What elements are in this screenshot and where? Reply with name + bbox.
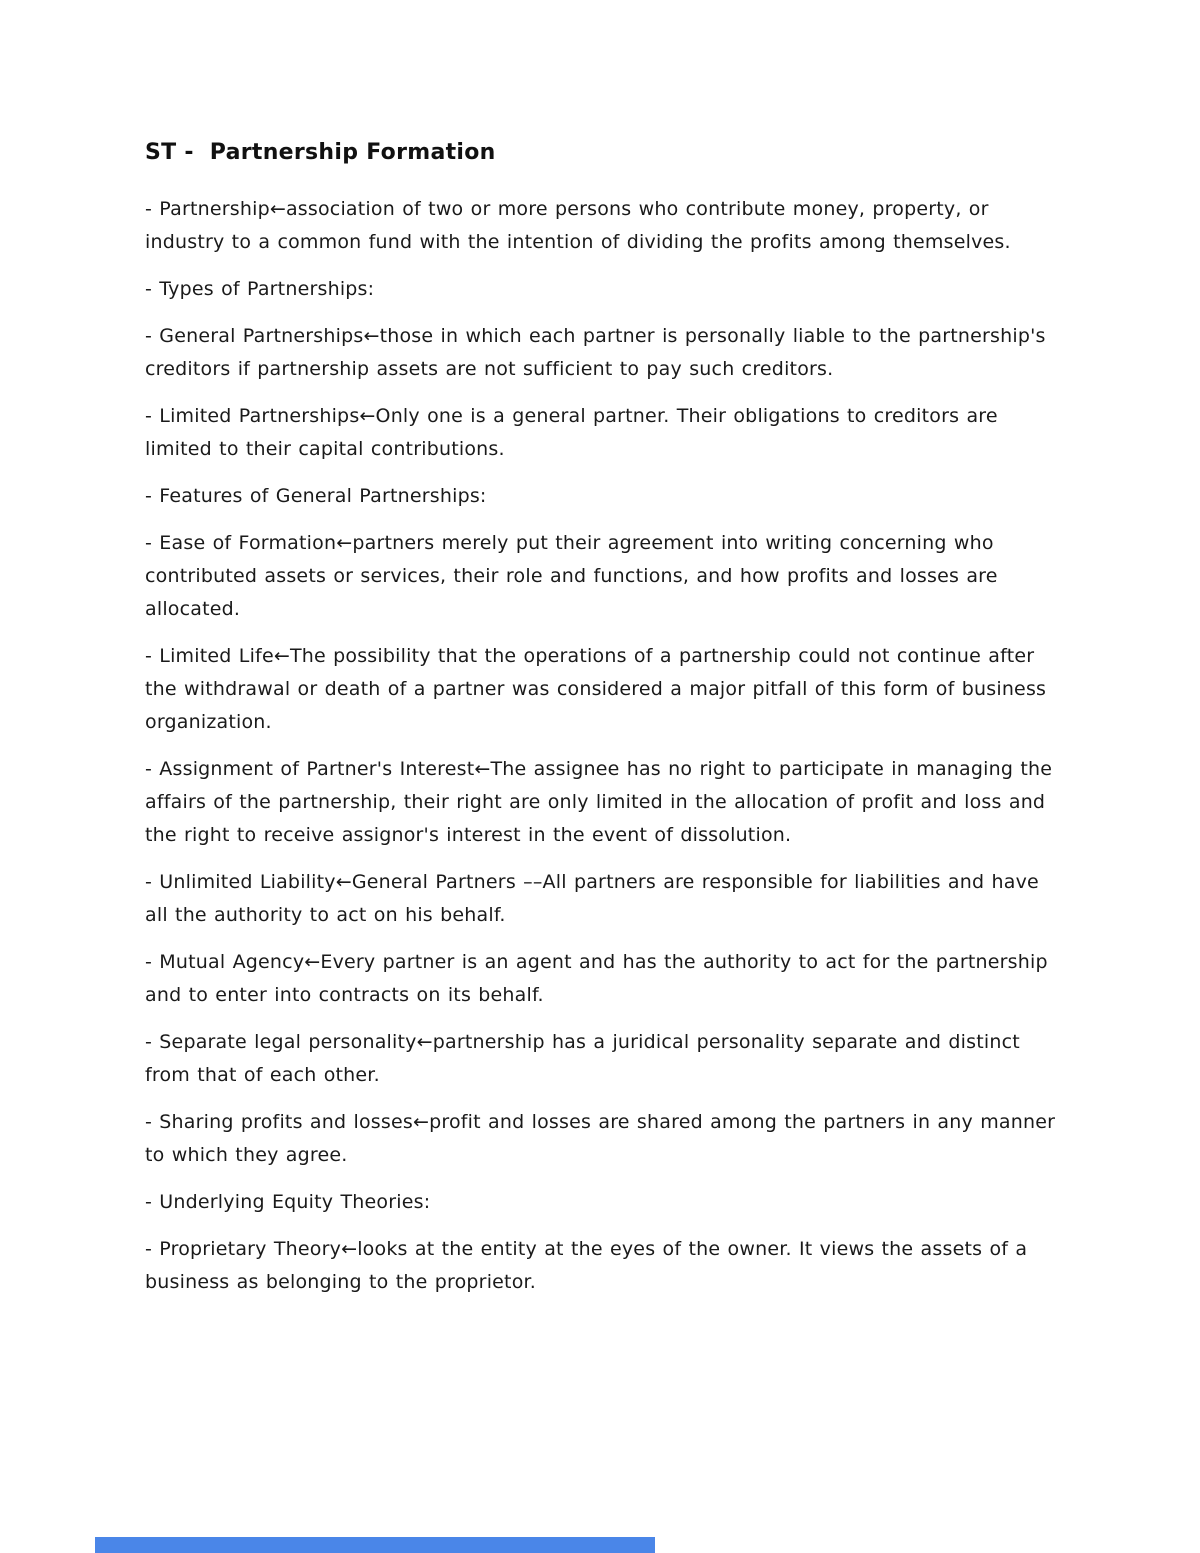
document-content	[145, 140, 1060, 1313]
paragraph-unlimited-liability: - Unlimited Liability←General Partners ––All partners are responsible for liabilities and have all the authority to act on his behalf.	[145, 871, 1039, 926]
bottom-highlight-bar	[95, 1537, 655, 1553]
paragraph-proprietary-theory: - Proprietary Theory←looks at the entity at the eyes of the owner. It views the assets of a business as belonging to the proprietor.	[145, 1238, 1028, 1293]
paragraph-assignment-of-interest: - Assignment of Partner's Interest←The assignee has no right to participate in managing the affairs of the partnership, their right are only limited in the allocation of profit and loss and the right to receive assignor's interest in the event of dissolution.	[145, 758, 1053, 846]
paragraph-limited-life: - Limited Life←The possibility that the operations of a partnership could not continue after the withdrawal or death of a partner was considered a major pitfall of this form of business organization.	[145, 645, 1047, 733]
paragraph-partnership-definition: - Partnership←association of two or more persons who contribute money, property, or industry to a common fund with the intention of dividing the profits among themselves.	[145, 198, 1011, 253]
paragraph-separate-legal-personality: - Separate legal personality←partnership has a juridical personality separate and distinct from that of each other.	[145, 1031, 1020, 1086]
paragraph-general-partnerships: - General Partnerships←those in which each partner is personally liable to the partnership's creditors if partnership assets are not sufficient to pay such creditors.	[145, 325, 1046, 380]
paragraph-features-heading: - Features of General Partnerships:	[145, 485, 487, 507]
paragraph-types-heading: - Types of Partnerships:	[145, 278, 375, 300]
paragraph-sharing-profits-losses: - Sharing profits and losses←profit and losses are shared among the partners in any manner to which they agree.	[145, 1111, 1056, 1166]
paragraph-mutual-agency: - Mutual Agency←Every partner is an agent and has the authority to act for the partnership and to enter into contracts on its behalf.	[145, 951, 1048, 1006]
paragraph-ease-of-formation: - Ease of Formation←partners merely put their agreement into writing concerning who contributed assets or services, their role and functions, and how profits and losses are allocated.	[145, 532, 998, 620]
paragraph-limited-partnerships: - Limited Partnerships←Only one is a general partner. Their obligations to creditors are limited to their capital contributions.	[145, 405, 998, 460]
document-title: ST - Partnership Formation	[145, 140, 496, 165]
paragraph-underlying-equity-theories: - Underlying Equity Theories:	[145, 1191, 431, 1213]
